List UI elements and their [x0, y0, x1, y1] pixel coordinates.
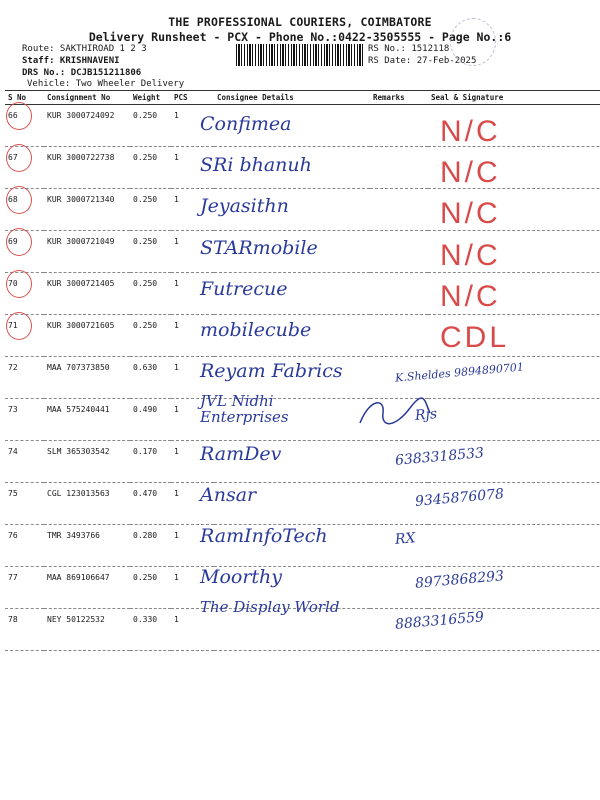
row-sno: 70	[5, 273, 44, 315]
row-weight: 0.250	[130, 273, 171, 315]
circle-mark-icon	[6, 144, 32, 172]
remark-handwriting: N/C	[440, 238, 501, 272]
consignee-handwriting: RamInfoTech	[200, 525, 328, 547]
rs-date: RS Date: 27-Feb-2025	[368, 56, 477, 66]
row-consignment-no: MAA 869106647	[44, 567, 130, 609]
signature-scribble-icon	[355, 393, 438, 433]
runsheet-subtitle: Delivery Runsheet - PCX - Phone No.:0422-3505555 - Page No.:6	[88, 30, 512, 44]
row-weight: 0.250	[130, 105, 171, 147]
row-consignment-no: KUR 3000721049	[44, 231, 130, 273]
remark-handwriting: N/C	[440, 197, 501, 231]
consignee-handwriting: The Display World	[200, 598, 340, 617]
row-remarks-cell	[370, 315, 428, 357]
row-sno: 67	[5, 147, 44, 189]
table-header-row	[5, 91, 600, 105]
row-remarks-cell	[370, 189, 428, 231]
route-label: Route: SAKTHIROAD 1 2 3	[22, 44, 147, 54]
consignee-handwriting: STARmobile	[200, 236, 318, 259]
consignee-handwriting: RamDev	[200, 442, 282, 465]
consignee-handwriting: Ansar	[200, 483, 257, 506]
row-pcs: 1	[171, 525, 214, 567]
row-remarks-cell	[370, 147, 428, 189]
row-pcs: 1	[171, 357, 214, 399]
consignee-handwriting: Moorthy	[200, 566, 283, 589]
row-weight: 0.250	[130, 315, 171, 357]
row-remarks-cell	[370, 105, 428, 147]
remark-handwriting: N/C	[440, 156, 501, 190]
consignee-handwriting: Reyam Fabrics	[200, 360, 343, 383]
row-consignment-no: TMR 3493766	[44, 525, 130, 567]
remark-handwriting: N/C	[440, 279, 501, 313]
row-remarks-cell	[370, 273, 428, 315]
row-sno: 66	[5, 105, 44, 147]
col-seal-signature: Seal & Signature	[428, 91, 600, 105]
row-consignment-no: KUR 3000721405	[44, 273, 130, 315]
signature-handwriting: 8883316559	[394, 609, 485, 634]
row-consignment-no: MAA 707373850	[44, 357, 130, 399]
row-weight: 0.250	[130, 147, 171, 189]
row-weight: 0.490	[130, 399, 171, 441]
consignee-handwriting: Confimea	[200, 113, 292, 135]
table-row	[5, 273, 600, 315]
signature-handwriting: 8973868293	[414, 568, 505, 593]
row-pcs: 1	[171, 231, 214, 273]
vehicle-label: Vehicle: Two Wheeler Delivery	[27, 79, 185, 89]
row-weight: 0.170	[130, 441, 171, 483]
row-pcs: 1	[171, 609, 214, 651]
consignee-handwriting: SRi bhanuh	[200, 154, 312, 177]
signature-handwriting: 6383318533	[394, 444, 485, 469]
row-consignment-no: CGL 123013563	[44, 483, 130, 525]
circle-mark-icon	[6, 312, 32, 340]
row-pcs: 1	[171, 441, 214, 483]
consignee-handwriting: JVL Nidhi Enterprises	[200, 392, 289, 427]
drs-number: DRS No.: DCJB151211806	[22, 68, 142, 78]
circle-mark-icon	[6, 186, 32, 214]
row-sno: 74	[5, 441, 44, 483]
col-consignee: Consignee Details	[214, 91, 370, 105]
row-consignment-no: KUR 3000721605	[44, 315, 130, 357]
signature-handwriting: K.Sheldes 9894890701	[394, 360, 525, 385]
row-pcs: 1	[171, 567, 214, 609]
row-consignment-no: NEY 50122532	[44, 609, 130, 651]
row-remarks-cell	[370, 231, 428, 273]
row-consignment-no: KUR 3000724092	[44, 105, 130, 147]
row-consignment-no: KUR 3000722738	[44, 147, 130, 189]
row-signature-cell	[428, 399, 600, 441]
row-pcs: 1	[171, 147, 214, 189]
col-sno: S No	[5, 91, 44, 105]
row-signature-cell	[428, 525, 600, 567]
row-sno: 68	[5, 189, 44, 231]
row-sno: 69	[5, 231, 44, 273]
rs-number: RS No.: 1512118	[368, 44, 450, 54]
table-row	[5, 441, 600, 483]
row-consignment-no: SLM 365303542	[44, 441, 130, 483]
row-sno: 77	[5, 567, 44, 609]
col-weight: Weight	[130, 91, 171, 105]
row-consignment-no: MAA 575240441	[44, 399, 130, 441]
row-pcs: 1	[171, 399, 214, 441]
row-weight: 0.330	[130, 609, 171, 651]
row-weight: 0.250	[130, 189, 171, 231]
row-pcs: 1	[171, 483, 214, 525]
row-pcs: 1	[171, 273, 214, 315]
courier-title: THE PROFESSIONAL COURIERS, COIMBATORE	[168, 15, 432, 29]
row-weight: 0.250	[130, 567, 171, 609]
consignee-handwriting: mobilecube	[200, 319, 312, 341]
consignee-handwriting: Jeyasithn	[200, 195, 289, 218]
row-pcs: 1	[171, 105, 214, 147]
row-weight: 0.630	[130, 357, 171, 399]
circle-mark-icon	[6, 228, 32, 256]
row-weight: 0.250	[130, 231, 171, 273]
barcode-image	[236, 44, 364, 66]
signature-handwriting: 9345876078	[414, 485, 505, 510]
circle-mark-icon	[6, 270, 32, 298]
row-sno: 76	[5, 525, 44, 567]
signature-handwriting: Rjs	[414, 406, 438, 425]
row-pcs: 1	[171, 189, 214, 231]
row-weight: 0.470	[130, 483, 171, 525]
row-consignment-no: KUR 3000721340	[44, 189, 130, 231]
row-sno: 72	[5, 357, 44, 399]
col-remarks: Remarks	[370, 91, 428, 105]
row-sno: 78	[5, 609, 44, 651]
col-pcs: PCS	[171, 91, 214, 105]
remark-handwriting: N/C	[440, 115, 501, 148]
row-sno: 73	[5, 399, 44, 441]
office-stamp	[450, 18, 496, 66]
table-row	[5, 483, 600, 525]
row-pcs: 1	[171, 315, 214, 357]
row-weight: 0.280	[130, 525, 171, 567]
table-row	[5, 189, 600, 231]
staff-label: Staff: KRISHNAVENI	[22, 56, 120, 66]
row-sno: 71	[5, 315, 44, 357]
consignee-handwriting: Futrecue	[200, 277, 288, 300]
col-consignment: Consignment No	[44, 91, 130, 105]
row-sno: 75	[5, 483, 44, 525]
circle-mark-icon	[6, 102, 32, 130]
signature-handwriting: RX	[394, 530, 417, 548]
remark-handwriting: CDL	[440, 321, 510, 354]
table-row	[5, 105, 600, 147]
